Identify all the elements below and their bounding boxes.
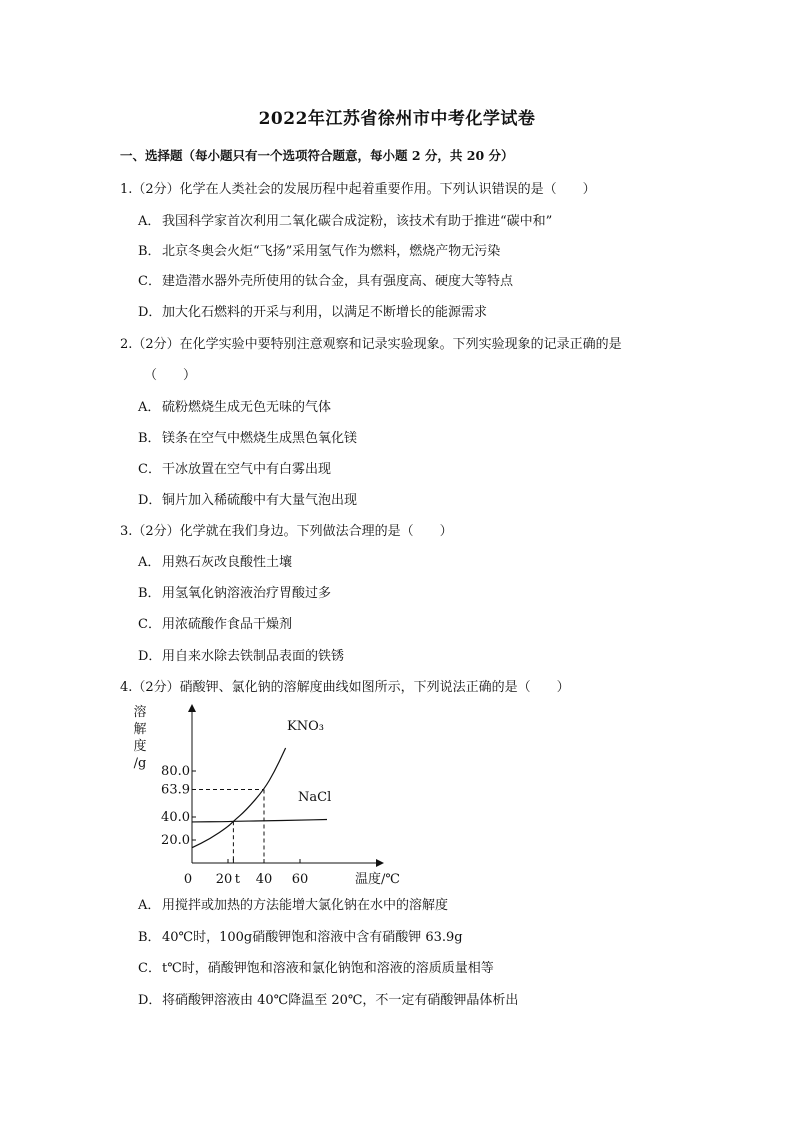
x-axis-label: 温度/℃: [355, 872, 400, 887]
solubility-chart: [130, 700, 400, 890]
option-text: 干冰放置在空气中有白雾出现: [162, 462, 332, 477]
q2-option-c[interactable]: [138, 458, 331, 477]
option-letter: B．: [138, 586, 161, 601]
option-letter: B．: [138, 431, 161, 446]
question-1-stem: 1.（2分）化学在人类社会的发展历程中起着重要作用。下列认识错误的是（ ）: [120, 182, 596, 197]
option-text: 我国科学家首次利用二氧化碳合成淀粉，该技术有助于推进“碳中和”: [162, 214, 553, 229]
q3-option-c[interactable]: [138, 613, 292, 632]
y-axis-label-char: /g: [133, 756, 147, 771]
option-letter: C．: [138, 274, 161, 289]
option-letter: B．: [138, 244, 161, 259]
option-text: 铜片加入稀硫酸中有大量气泡出现: [162, 493, 358, 508]
kno3-curve: [192, 748, 286, 848]
x-tick-label: 60: [291, 872, 309, 887]
option-text: 用搅拌或加热的方法能增大氯化钠在水中的溶解度: [162, 898, 449, 913]
q4-option-b[interactable]: [138, 926, 463, 945]
y-tick-label: 80.0: [161, 764, 190, 779]
q4-option-a[interactable]: [138, 894, 448, 913]
y-axis-label-char: 溶: [133, 705, 147, 720]
kno3-label: KNO₃: [287, 719, 324, 734]
option-letter: C．: [138, 617, 161, 632]
question-3-stem: 3.（2分）化学就在我们身边。下列做法合理的是（ ）: [120, 524, 453, 539]
option-text: 加大化石燃料的开采与利用，以满足不断增长的能源需求: [162, 305, 488, 320]
option-letter: D．: [138, 305, 162, 320]
option-text: 硫粉燃烧生成无色无味的气体: [162, 400, 332, 415]
option-letter: A．: [138, 555, 161, 570]
option-text: 北京冬奥会火炬“飞扬”采用氢气作为燃料，燃烧产物无污染: [162, 244, 501, 259]
option-letter: A．: [138, 214, 161, 229]
page-title: 2022年江苏省徐州市中考化学试卷: [258, 109, 536, 129]
y-axis-label-char: 解: [133, 722, 147, 737]
q3-option-b[interactable]: [138, 582, 331, 601]
q1-option-d[interactable]: [138, 301, 487, 320]
option-letter: C．: [138, 961, 161, 976]
q1-option-c[interactable]: [138, 270, 513, 289]
nacl-label: NaCl: [298, 790, 332, 805]
y-tick-label: 20.0: [161, 833, 190, 848]
option-text: t℃时，硝酸钾饱和溶液和氯化钠饱和溶液的溶质质量相等: [162, 961, 494, 976]
option-text: 镁条在空气中燃烧生成黑色氧化镁: [162, 431, 358, 446]
option-text: 40℃时，100g硝酸钾饱和溶液中含有硝酸钾 63.9g: [162, 930, 463, 945]
x-tick-label: 40: [255, 872, 273, 887]
q4-option-c[interactable]: [138, 957, 494, 976]
option-text: 用浓硫酸作食品干燥剂: [162, 617, 293, 632]
question-2-stem-cont: （ ）: [144, 368, 197, 383]
option-letter: A．: [138, 898, 161, 913]
option-letter: C．: [138, 462, 161, 477]
option-text: 用自来水除去铁制品表面的铁锈: [162, 649, 345, 664]
q3-option-a[interactable]: [138, 551, 292, 570]
q2-option-d[interactable]: [138, 489, 357, 508]
question-2-stem: 2.（2分）在化学实验中要特别注意观察和记录实验现象。下列实验现象的记录正确的是: [120, 337, 622, 352]
option-letter: A．: [138, 400, 161, 415]
option-letter: D．: [138, 649, 162, 664]
q3-option-d[interactable]: [138, 645, 344, 664]
y-tick-label: 40.0: [161, 810, 190, 825]
question-4-stem: 4.（2分）硝酸钾、氯化钠的溶解度曲线如图所示，下列说法正确的是（ ）: [120, 680, 570, 695]
q4-option-d[interactable]: [138, 989, 518, 1008]
option-text: 将硝酸钾溶液由 40℃降温至 20℃，不一定有硝酸钾晶体析出: [162, 993, 519, 1008]
q1-option-b[interactable]: [138, 240, 500, 259]
option-text: 用熟石灰改良酸性土壤: [162, 555, 293, 570]
q2-option-b[interactable]: [138, 427, 357, 446]
x-origin-label: 0: [183, 872, 193, 887]
x-tick-label: 20: [215, 872, 233, 887]
y-tick-label: 63.9: [161, 782, 190, 798]
x-tick-label: t: [234, 872, 241, 887]
option-letter: D．: [138, 993, 162, 1008]
option-text: 建造潜水器外壳所使用的钛合金，具有强度高、硬度大等特点: [162, 274, 514, 289]
nacl-curve: [192, 820, 327, 822]
section-heading: 一、选择题（每小题只有一个选项符合题意，每小题 2 分，共 20 分）: [120, 148, 514, 163]
option-letter: B．: [138, 930, 161, 945]
q1-option-a[interactable]: [138, 210, 552, 229]
option-text: 用氢氧化钠溶液治疗胃酸过多: [162, 586, 332, 601]
y-axis-label-char: 度: [133, 739, 147, 754]
option-letter: D．: [138, 493, 162, 508]
q2-option-a[interactable]: [138, 396, 331, 415]
